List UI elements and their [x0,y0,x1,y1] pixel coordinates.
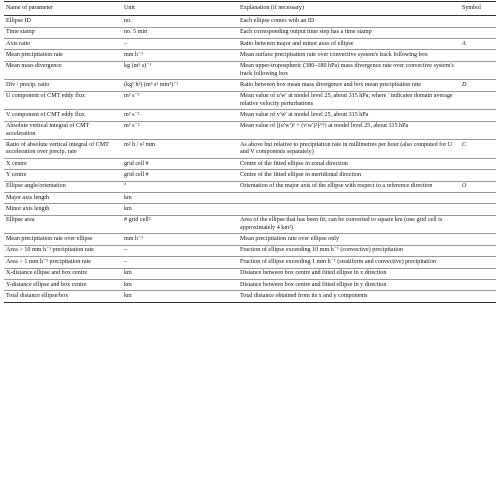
header-unit: Unit [122,2,238,16]
table-row [4,91,496,110]
table-row [4,234,496,245]
table-row [4,16,496,27]
parameter-table-page [0,1,500,501]
cell-name: Ratio of absolute vertical integral of CMT acceleration over precip. rate [4,140,122,159]
cell-unit: # grid cell² [122,215,238,234]
cell-unit: kg (m³ s)⁻¹ [122,61,238,80]
cell-unit: km [122,268,238,279]
table-row [4,268,496,279]
cell-symbol [460,204,496,215]
cell-symbol [460,245,496,256]
cell-explanation: Each ellipse comes with an ID [238,16,460,27]
table-row [4,61,496,80]
table-row [4,291,496,302]
cell-symbol: A [460,38,496,49]
table-row [4,121,496,140]
cell-name: U component of CMT eddy flux [4,91,122,110]
cell-unit: no. 5 min [122,27,238,38]
cell-explanation: Area of the ellipse that has been fit; can be converted to square km (one grid cell is approximately 4 km²) [238,215,460,234]
cell-name: Axis ratio [4,38,122,49]
cell-explanation: Mean precipitation rate over ellipse only [238,234,460,245]
cell-explanation: Fraction of ellipse exceeding 1 mm h⁻¹ (stratiform and convective) precipitation [238,257,460,268]
cell-explanation: Mean value of u′w′ at model level 25, about 315 hPa, where ′ indicates domain average relative velocity perturbations [238,91,460,110]
cell-unit: ° [122,181,238,192]
cell-explanation: Total distance obtained from its x and y components [238,291,460,302]
table-body [4,16,496,303]
cell-symbol [460,158,496,169]
cell-unit: m² h / s² mm [122,140,238,159]
cell-name: Div / precip. ratio [4,80,122,91]
cell-name: X-distance ellipse and box centre [4,268,122,279]
cell-unit: grid cell # [122,158,238,169]
table-header [4,2,496,16]
cell-symbol [460,110,496,121]
table-row [4,181,496,192]
cell-unit: km [122,193,238,204]
cell-explanation: Ratio between major and minor axes of ellipse [238,38,460,49]
cell-name: Mean mass divergence [4,61,122,80]
cell-unit: km [122,291,238,302]
table-row [4,193,496,204]
cell-explanation: Ratio between box mean mass divergence and box mean precipitation rate [238,80,460,91]
cell-name: Ellipse ID [4,16,122,27]
cell-explanation: Centre of the fitted ellipse in zonal direction [238,158,460,169]
cell-explanation: Centre of the fitted ellipse in meridional direction [238,170,460,181]
cell-symbol [460,193,496,204]
table-row [4,80,496,91]
table-row [4,38,496,49]
cell-unit: – [122,245,238,256]
header-name: Name of parameter [4,2,122,16]
cell-symbol [460,50,496,61]
cell-unit: mm h⁻¹ [122,50,238,61]
cell-explanation: Mean upper-tropospheric (380–180 hPa) mass divergence rate over convective system's track following box [238,61,460,80]
cell-name: Y centre [4,170,122,181]
cell-unit: m² s⁻² [122,110,238,121]
cell-symbol [460,234,496,245]
cell-explanation: Mean surface precipitation rate over convective system's track following box [238,50,460,61]
cell-symbol: D [460,80,496,91]
cell-unit: km [122,280,238,291]
cell-symbol [460,61,496,80]
cell-unit: – [122,257,238,268]
cell-symbol [460,91,496,110]
header-explanation: Explanation (if necessary) [238,2,460,16]
header-symbol: Symbol [460,2,496,16]
table-row [4,257,496,268]
cell-unit: m² s⁻² [122,91,238,110]
cell-explanation [238,204,460,215]
table-row [4,27,496,38]
cell-explanation: As above but relative to precipitation rate in millimetres per hour (also computed for U and V components separately) [238,140,460,159]
cell-explanation: Distance between box centre and fitted ellipse in x direction [238,268,460,279]
cell-name: Area > 10 mm h⁻¹ precipitation rate [4,245,122,256]
cell-explanation: Mean value of [(u′w′)² + (v′w′)²]^½ at model level 25, about 315 hPa [238,121,460,140]
cell-name: Ellipse angle/orientation [4,181,122,192]
cell-symbol [460,268,496,279]
table-row [4,158,496,169]
cell-explanation: Each corresponding output time step has a time stamp [238,27,460,38]
cell-name: Major axis length [4,193,122,204]
cell-explanation: Mean value of v′w′ at model level 25, about 315 hPa [238,110,460,121]
cell-symbol [460,170,496,181]
cell-symbol [460,215,496,234]
cell-name: Minor axis length [4,204,122,215]
cell-unit: no. [122,16,238,27]
cell-name: Y-distance ellipse and box centre [4,280,122,291]
table-row [4,110,496,121]
cell-explanation [238,193,460,204]
table-row [4,140,496,159]
table-row [4,245,496,256]
parameter-table [4,1,496,303]
cell-symbol [460,291,496,302]
cell-symbol [460,16,496,27]
cell-explanation: Orientation of the major axis of the ellipse with respect to a reference direction [238,181,460,192]
cell-symbol [460,27,496,38]
cell-symbol [460,280,496,291]
cell-name: Total distance ellipse/box [4,291,122,302]
cell-name: Mean precipitation rate [4,50,122,61]
cell-unit: grid cell # [122,170,238,181]
table-row [4,50,496,61]
cell-symbol: C [460,140,496,159]
table-row [4,204,496,215]
cell-unit: mm h⁻¹ [122,234,238,245]
cell-unit: m² s⁻² [122,121,238,140]
cell-explanation: Distance between box centre and fitted ellipse in y direction [238,280,460,291]
cell-name: V component of CMT eddy flux [4,110,122,121]
cell-name: X centre [4,158,122,169]
table-row [4,170,496,181]
cell-name: Area > 1 mm h⁻¹ precipitation rate [4,257,122,268]
cell-name: Time stamp [4,27,122,38]
cell-symbol: O [460,181,496,192]
table-row [4,215,496,234]
cell-symbol [460,121,496,140]
cell-unit: km [122,204,238,215]
cell-name: Absolute vertical integral of CMT acceleration [4,121,122,140]
cell-name: Mean precipitation rate over ellipse [4,234,122,245]
cell-name: Ellipse area [4,215,122,234]
cell-symbol [460,257,496,268]
table-row [4,280,496,291]
cell-explanation: Fraction of ellipse exceeding 10 mm h⁻¹ (convective) precipitation [238,245,460,256]
cell-unit: – [122,38,238,49]
cell-unit: (kg¹ h¹) (m³ s¹ mm¹)⁻¹ [122,80,238,91]
